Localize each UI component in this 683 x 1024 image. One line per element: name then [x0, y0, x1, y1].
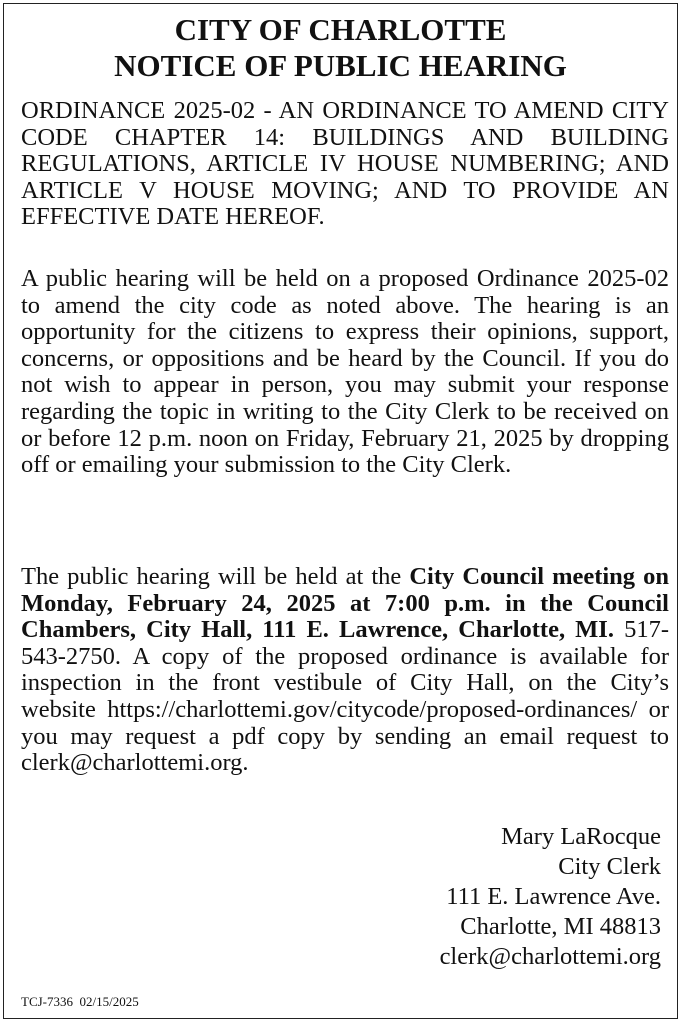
signature-name: Mary LaRocque: [501, 823, 661, 850]
notice-frame: [3, 3, 678, 1019]
hearing-paragraph: A public hearing will be held on a proposed Ordinance 2025-02 to amend the city code as noted above. The hearing is an opportunity for the citizens to express their opinions, support, concerns, or oppositions and be heard by the Council. If you do not wish to appear in person, you may submit your response regarding the topic in writing to the City Clerk to be received on or before 12 p.m. noon on Friday, February 21, 2025 by dropping off or emailing your submission to the City Clerk.: [21, 265, 669, 479]
signature-title: City Clerk: [558, 853, 661, 880]
notice-title-hearing: NOTICE OF PUBLIC HEARING: [114, 48, 567, 83]
notice-title-city: CITY OF CHARLOTTE: [174, 12, 507, 47]
signature-block: [440, 822, 661, 972]
publication-reference: [21, 994, 139, 1010]
meeting-intro-text: The public hearing will be held at the: [21, 563, 410, 590]
ordinance-paragraph: ORDINANCE 2025-02 - AN ORDINANCE TO AMEND CITY CODE CHAPTER 14: BUILDINGS AND BUILDING REGULATIONS, ARTICLE IV HOUSE NUMBERING; AND ARTICLE V HOUSE MOVING; AND TO PROVIDE AN EFFECTIVE DATE HEREOF.: [21, 97, 669, 231]
signature-email: clerk@charlottemi.org: [439, 943, 661, 970]
meeting-rest-text: 517-543-2750. A copy of the proposed ordinance is available for inspection in the front vestibule of City Hall, on the City’s website https://charlottemi.gov/citycode/proposed-ordinances/ or you may request a pdf copy by sending an email request to clerk@charlottemi.org.: [21, 616, 669, 777]
signature-city: Charlotte, MI 48813: [460, 913, 661, 940]
reference-text: TCJ-7336 02/15/2025: [21, 994, 139, 1009]
meeting-details-bold: City Council meeting on Monday, February 24, 2025 at 7:00 p.m. in the Council Chambers, City Hall, 111 E. Lawrence, Charlotte, MI.: [21, 563, 670, 644]
meeting-paragraph: [21, 564, 669, 777]
signature-address: 111 E. Lawrence Ave.: [446, 883, 661, 910]
